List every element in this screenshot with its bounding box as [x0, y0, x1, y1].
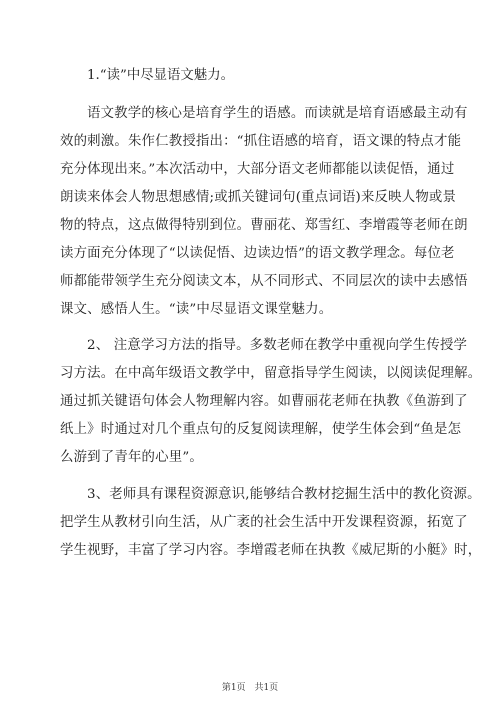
text-line: 物的特点，这点做得特别到位。曹丽花、郑雪红、李增霞等老师在朗: [60, 218, 468, 233]
text-line: 通过抓关键语句体会人物理解内容。如曹丽花老师在执教《鱼游到了: [60, 394, 468, 409]
text-line: 3、老师具有课程资源意识,能够结合教材挖掘生活中的教化资源。: [87, 487, 481, 502]
total-pages: 共1页: [254, 683, 279, 693]
text-line: 课文、感悟人生。“读”中尽显语文课堂魅力。: [60, 302, 333, 317]
text-line: 学生视野，丰富了学习内容。李增霞老师在执教《威尼斯的小艇》时，: [60, 543, 482, 558]
text-line: 朗读来体会人物思想感情;或抓关键词句(重点词语)来反映人物或景: [60, 190, 457, 205]
text-line: 纸上》时通过对几个重点句的反复阅读理解，使学生体会到“鱼是怎: [60, 422, 462, 437]
text-line: 2、 注意学习方法的指导。多数老师在教学中重视向学生传授学: [87, 338, 468, 353]
paragraph-curriculum-resources: [60, 481, 482, 565]
page-footer: [0, 680, 500, 693]
text-line: 充分体现出来。”本次活动中，大部分语文老师都能以读促悟，通过: [60, 162, 455, 177]
text-line: 把学生从教材引向生活，从广袤的社会生活中开发课程资源，拓宽了: [60, 515, 468, 530]
paragraph-language-sense: [60, 100, 468, 324]
text-line: 效的刺激。朱作仁教授指出：“抓住语感的培育，语文课的特点才能: [60, 134, 462, 149]
text-line: 读方面充分体现了“以读促悟、边读边悟”的语文教学理念。每位老: [60, 246, 455, 261]
text-line: 语文教学的核心是培育学生的语感。而读就是培育语感最主动有: [87, 106, 468, 121]
text-line: 习方法。在中高年级语文教学中，留意指导学生阅读，以阅读促理解。: [60, 366, 482, 381]
text-line: 师都能带领学生充分阅读文本，从不同形式、不同层次的读中去感悟: [60, 274, 468, 289]
document-body: [60, 62, 482, 565]
section-heading: 1.“读”中尽显语文魅力。: [87, 68, 234, 83]
text-line: 么游到了青年的心里”。: [60, 450, 203, 465]
paragraph-learning-methods: [60, 332, 482, 472]
page-number: 第1页: [221, 683, 246, 693]
